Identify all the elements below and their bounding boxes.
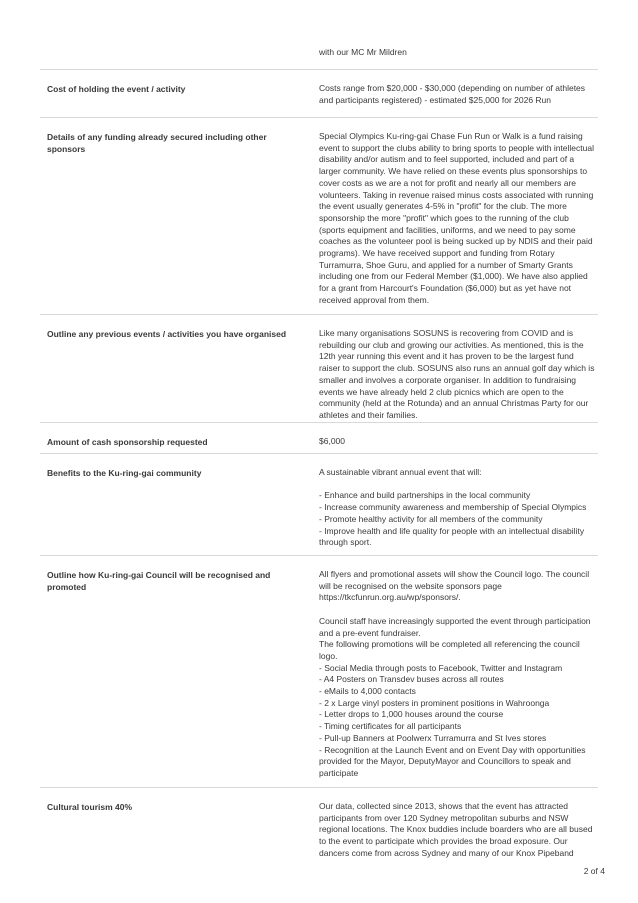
row-label: Benefits to the Ku-ring-gai community xyxy=(47,468,202,478)
row-previous-events xyxy=(40,314,598,423)
value-line: Council staff have increasingly supported the event through participation and a pre-event fundraiser. xyxy=(319,615,591,638)
row-cultural-tourism xyxy=(40,787,598,858)
value-line: - Improve health and life quality for people with an intellectual disability through sport. xyxy=(319,525,585,548)
value-line: - Pull-up Banners at Poolwerx Turramurra and St Ives stores xyxy=(319,732,547,743)
row-funding xyxy=(40,117,598,315)
value-line: - Increase community awareness and membership of Special Olympics xyxy=(319,502,587,513)
continuation-text: with our MC Mr Mildren xyxy=(319,47,407,57)
row-value xyxy=(319,131,595,307)
value-line: Costs range from $20,000 - $30,000 (depending on number of athletes and participants registered) - estimated $25,000 for 2026 Run xyxy=(319,83,586,105)
row-label: Cultural tourism 40% xyxy=(47,802,133,812)
row-council-recognition xyxy=(40,555,598,788)
value-line: Like many organisations SOSUNS is recovering from COVID and is rebuilding our club and growing our activities. As mentioned, this is the 12th year running this event and it has proven to be the largest fund raiser to support the club. SOSUNS also runs an annual golf day which is smaller and involves a corporate organiser. In addition to fundraising events we have already held 2 club picnics which are open to the community (held at the Rotunda) and an annual Christmas Party for our athletes and their families. xyxy=(319,328,595,420)
row-value xyxy=(319,801,595,860)
row-label: Outline how Ku-ring-gai Council will be recognised and promoted xyxy=(47,570,271,592)
value-line: Our data, collected since 2013, shows that the event has attracted participants from over 120 Sydney metropolitan suburbs and NSW regional locations. The Knox buddies include boarders who are all bused to the event to participate which provides the broad exposure. Our dancers come from across Sydney and many of our Knox Pipeband xyxy=(319,801,593,858)
value-line: - Timing certificates for all participants xyxy=(319,721,462,732)
value-line: A sustainable vibrant annual event that will: xyxy=(319,467,482,477)
value-line: - Enhance and build partnerships in the local community xyxy=(319,490,531,501)
row-label: Outline any previous events / activities you have organised xyxy=(47,329,287,339)
row-label: Amount of cash sponsorship requested xyxy=(47,437,208,447)
row-label: Details of any funding already secured including other sponsors xyxy=(47,132,267,154)
value-line: All flyers and promotional assets will show the Council logo. The council will be recognised on the website sponsors page https://tkcfunrun.org.au/wp/sponsors/. xyxy=(319,569,590,603)
row-value xyxy=(319,436,595,448)
value-line: - Recognition at the Launch Event and on Event Day with opportunities provided for the Mayor, DeputyMayor and Councillors to speak and participate xyxy=(319,744,586,778)
value-line: $6,000 xyxy=(319,436,345,446)
row-label: Cost of holding the event / activity xyxy=(47,84,186,94)
row-value xyxy=(319,467,595,549)
row-cost xyxy=(40,69,598,118)
value-line: - 2 x Large vinyl posters in prominent positions in Wahroonga xyxy=(319,697,550,708)
value-line: The following promotions will be completed all referencing the council logo. xyxy=(319,639,580,661)
row-value xyxy=(319,328,595,422)
value-line: - Letter drops to 1,000 houses around the course xyxy=(319,709,504,720)
row-value xyxy=(319,83,595,106)
row-benefits xyxy=(40,453,598,556)
value-line: - eMails to 4,000 contacts xyxy=(319,686,416,697)
value-line: - Social Media through posts to Facebook, Twitter and Instagram xyxy=(319,662,563,673)
page-number: 2 of 4 xyxy=(583,866,605,876)
value-line: - A4 Posters on Transdev buses across all routes xyxy=(319,674,504,685)
value-line: - Promote healthy activity for all members of the community xyxy=(319,513,543,524)
value-line: Special Olympics Ku-ring-gai Chase Fun Run or Walk is a fund raising event to support the clubs ability to bring sports to people with intellectual disability and/or autism and to feel supported, included and part of a larger community. We have relied on these events plus sponsorships to cover costs as we are a not for profit and nearly all our members are volunteers. Taking in revenue raised minus costs associated with running the event usually generates 4-5% in "profit" for the club. The more sponsorship the more "profit" which goes to the running of the club (sports equipment and facilities, uniforms, and we need to pay some coaches as the volunteer pool is being sucked up by NDIS and their paid programs). We have received support and funding from Rotary Turramurra, Shoe Guru, and applied for a number of Smarty Grants including one from our Federal Member ($1,000). We have also applied for a grant from Harcourt's Foundation ($6,000) but as yet have not received approval from them. xyxy=(319,131,594,305)
row-value xyxy=(319,569,595,780)
row-cash-requested xyxy=(40,422,598,454)
